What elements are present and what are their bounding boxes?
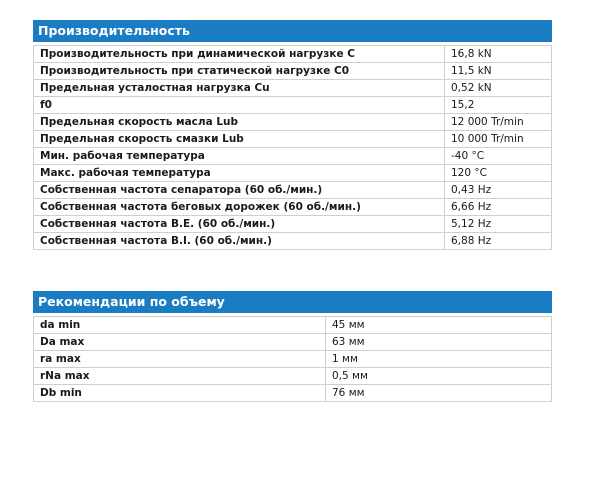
row-label: Собственная частота B.I. (60 об./мин.)	[34, 233, 445, 250]
performance-section	[33, 20, 552, 250]
row-value: 0,43 Hz	[445, 182, 552, 199]
table-row	[34, 148, 552, 165]
row-value: 63 мм	[326, 334, 552, 351]
row-value: 15,2	[445, 97, 552, 114]
row-value: 120 °C	[445, 165, 552, 182]
row-value: -40 °C	[445, 148, 552, 165]
row-label: ra max	[34, 351, 326, 368]
table-row	[34, 216, 552, 233]
row-value: 0,52 kN	[445, 80, 552, 97]
table-row	[34, 182, 552, 199]
table-row	[34, 199, 552, 216]
row-label: Собственная частота сепаратора (60 об./мин.)	[34, 182, 445, 199]
table-row	[34, 334, 552, 351]
row-label: Производительность при статической нагрузке C0	[34, 63, 445, 80]
recommendations-header: Рекомендации по объему	[33, 291, 552, 313]
table-row	[34, 368, 552, 385]
row-value: 6,66 Hz	[445, 199, 552, 216]
recommendations-table	[33, 316, 552, 402]
row-value: 11,5 kN	[445, 63, 552, 80]
table-row	[34, 97, 552, 114]
table-row	[34, 317, 552, 334]
row-label: Собственная частота B.E. (60 об./мин.)	[34, 216, 445, 233]
row-value: 5,12 Hz	[445, 216, 552, 233]
row-value: 6,88 Hz	[445, 233, 552, 250]
performance-header: Производительность	[33, 20, 552, 42]
row-label: f0	[34, 97, 445, 114]
row-label: Предельная скорость масла Lub	[34, 114, 445, 131]
recommendations-section	[33, 291, 552, 402]
table-row	[34, 63, 552, 80]
row-label: rNa max	[34, 368, 326, 385]
table-row	[34, 131, 552, 148]
row-label: Предельная усталостная нагрузка Cu	[34, 80, 445, 97]
row-label: Производительность при динамической нагрузке C	[34, 46, 445, 63]
row-value: 10 000 Tr/min	[445, 131, 552, 148]
table-row	[34, 385, 552, 402]
performance-table	[33, 45, 552, 250]
table-row	[34, 165, 552, 182]
table-row	[34, 114, 552, 131]
row-label: Da max	[34, 334, 326, 351]
row-value: 76 мм	[326, 385, 552, 402]
row-value: 1 мм	[326, 351, 552, 368]
row-label: da min	[34, 317, 326, 334]
row-label: Предельная скорость смазки Lub	[34, 131, 445, 148]
table-row	[34, 80, 552, 97]
row-value: 16,8 kN	[445, 46, 552, 63]
row-label: Мин. рабочая температура	[34, 148, 445, 165]
row-label: Собственная частота беговых дорожек (60 об./мин.)	[34, 199, 445, 216]
row-value: 0,5 мм	[326, 368, 552, 385]
row-value: 12 000 Tr/min	[445, 114, 552, 131]
row-label: Макс. рабочая температура	[34, 165, 445, 182]
row-label: Db min	[34, 385, 326, 402]
row-value: 45 мм	[326, 317, 552, 334]
table-row	[34, 233, 552, 250]
table-row	[34, 351, 552, 368]
table-row	[34, 46, 552, 63]
